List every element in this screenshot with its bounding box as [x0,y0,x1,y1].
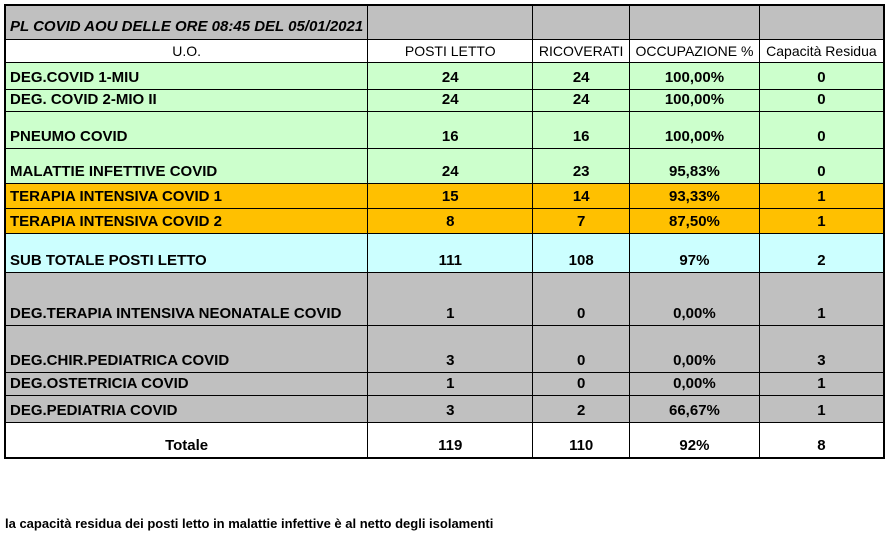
column-header-row [5,39,884,62]
cell-posti-letto: 3 [368,395,533,422]
cell-ricoverati: 108 [533,233,630,272]
cell-capacita-residua: 0 [759,148,884,183]
cell-posti-letto: 119 [368,422,533,458]
title-row-spacer-cell [759,5,884,39]
cell-ricoverati: 0 [533,372,630,395]
cell-posti-letto: 1 [368,272,533,325]
cell-occupazione: 93,33% [630,183,760,208]
cell-uo: DEG.PEDIATRIA COVID [5,395,368,422]
cell-occupazione: 66,67% [630,395,760,422]
table-row [5,395,884,422]
cell-ricoverati: 0 [533,272,630,325]
cell-posti-letto: 15 [368,183,533,208]
cell-uo: DEG.OSTETRICIA COVID [5,372,368,395]
cell-occupazione: 100,00% [630,111,760,148]
table-row [5,62,884,89]
cell-uo: DEG.CHIR.PEDIATRICA COVID [5,325,368,372]
cell-posti-letto: 1 [368,372,533,395]
title-row-spacer-cell [533,5,630,39]
cell-occupazione: 97% [630,233,760,272]
cell-uo: PNEUMO COVID [5,111,368,148]
title-row-spacer-cell [630,5,760,39]
cell-ricoverati: 16 [533,111,630,148]
cell-ricoverati: 24 [533,62,630,89]
column-header-ricoverati: RICOVERATI [533,39,630,62]
table-row [5,325,884,372]
cell-occupazione: 95,83% [630,148,760,183]
table-row [5,208,884,233]
cell-uo: Totale [5,422,368,458]
cell-ricoverati: 2 [533,395,630,422]
table-row [5,272,884,325]
cell-occupazione: 87,50% [630,208,760,233]
cell-posti-letto: 16 [368,111,533,148]
cell-uo: SUB TOTALE POSTI LETTO [5,233,368,272]
column-header-capacita-residua: Capacità Residua [759,39,884,62]
cell-posti-letto: 3 [368,325,533,372]
cell-capacita-residua: 1 [759,395,884,422]
cell-capacita-residua: 1 [759,372,884,395]
cell-posti-letto: 24 [368,148,533,183]
cell-occupazione: 0,00% [630,272,760,325]
cell-capacita-residua: 1 [759,183,884,208]
column-header-uo: U.O. [5,39,368,62]
cell-capacita-residua: 1 [759,272,884,325]
cell-occupazione: 100,00% [630,89,760,111]
cell-capacita-residua: 2 [759,233,884,272]
table-row [5,372,884,395]
cell-uo: DEG. COVID 2-MIO II [5,89,368,111]
cell-ricoverati: 14 [533,183,630,208]
subtotal-row [5,233,884,272]
cell-occupazione: 92% [630,422,760,458]
cell-occupazione: 0,00% [630,325,760,372]
cell-posti-letto: 24 [368,62,533,89]
column-header-posti-letto: POSTI LETTO [368,39,533,62]
cell-capacita-residua: 0 [759,89,884,111]
covid-beds-table [4,4,885,459]
table-row [5,183,884,208]
cell-uo: DEG.TERAPIA INTENSIVA NEONATALE COVID [5,272,368,325]
cell-posti-letto: 8 [368,208,533,233]
cell-occupazione: 100,00% [630,62,760,89]
cell-capacita-residua: 0 [759,62,884,89]
column-header-occupazione: OCCUPAZIONE % [630,39,760,62]
cell-posti-letto: 111 [368,233,533,272]
cell-posti-letto: 24 [368,89,533,111]
cell-uo: MALATTIE INFETTIVE COVID [5,148,368,183]
table-row [5,111,884,148]
cell-ricoverati: 23 [533,148,630,183]
cell-uo: TERAPIA INTENSIVA COVID 1 [5,183,368,208]
report-title: PL COVID AOU DELLE ORE 08:45 DEL 05/01/2021 [5,5,368,39]
table-row [5,148,884,183]
cell-ricoverati: 24 [533,89,630,111]
cell-ricoverati: 0 [533,325,630,372]
table-row [5,89,884,111]
cell-capacita-residua: 8 [759,422,884,458]
title-row [5,5,884,39]
cell-uo: DEG.COVID 1-MIU [5,62,368,89]
footer-note: la capacità residua dei posti letto in malattie infettive è al netto degli isolamenti [5,516,494,531]
cell-capacita-residua: 3 [759,325,884,372]
cell-capacita-residua: 0 [759,111,884,148]
cell-capacita-residua: 1 [759,208,884,233]
cell-uo: TERAPIA INTENSIVA COVID 2 [5,208,368,233]
total-row [5,422,884,458]
cell-occupazione: 0,00% [630,372,760,395]
cell-ricoverati: 110 [533,422,630,458]
title-row-spacer-cell [368,5,533,39]
cell-ricoverati: 7 [533,208,630,233]
